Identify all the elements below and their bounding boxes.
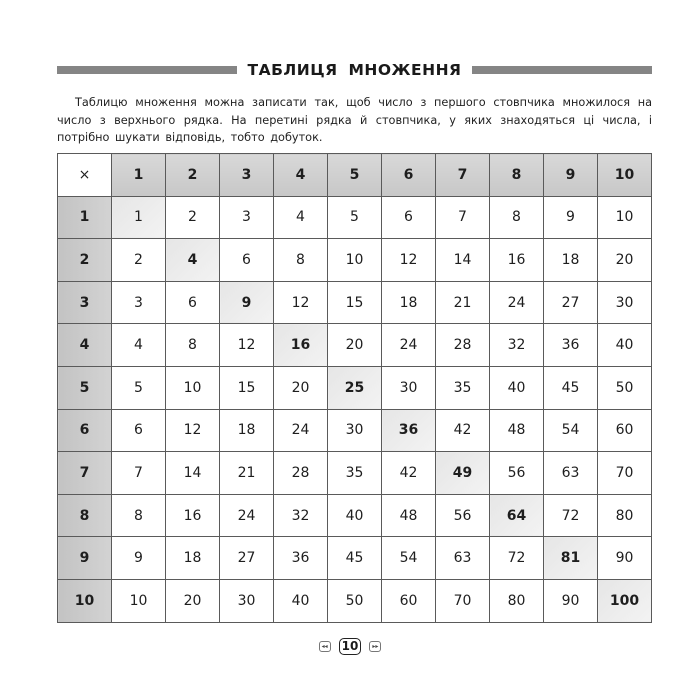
product-cell: 18	[382, 281, 436, 324]
row-header: 8	[58, 494, 112, 537]
product-cell: 40	[274, 579, 328, 622]
square-cell: 9	[220, 281, 274, 324]
product-cell: 18	[166, 537, 220, 580]
table-row	[58, 196, 652, 239]
column-header: 5	[328, 154, 382, 197]
product-cell: 5	[112, 366, 166, 409]
row-header: 6	[58, 409, 112, 452]
column-header: 6	[382, 154, 436, 197]
product-cell: 42	[436, 409, 490, 452]
product-cell: 48	[490, 409, 544, 452]
product-cell: 24	[220, 494, 274, 537]
product-cell: 6	[112, 409, 166, 452]
column-header: 3	[220, 154, 274, 197]
column-header: 7	[436, 154, 490, 197]
product-cell: 24	[490, 281, 544, 324]
product-cell: 30	[382, 366, 436, 409]
product-cell: 20	[598, 239, 652, 282]
product-cell: 12	[382, 239, 436, 282]
multiply-sign-icon: ×	[58, 154, 112, 197]
row-header: 9	[58, 537, 112, 580]
product-cell: 3	[112, 281, 166, 324]
table-row	[58, 239, 652, 282]
product-cell: 4	[112, 324, 166, 367]
product-cell: 20	[328, 324, 382, 367]
product-cell: 90	[544, 579, 598, 622]
column-header: 2	[166, 154, 220, 197]
next-page-icon: ▸▸	[369, 641, 381, 652]
product-cell: 70	[436, 579, 490, 622]
column-header: 9	[544, 154, 598, 197]
product-cell: 8	[490, 196, 544, 239]
product-cell: 30	[598, 281, 652, 324]
product-cell: 40	[490, 366, 544, 409]
product-cell: 80	[490, 579, 544, 622]
table-row	[58, 452, 652, 495]
page-footer	[0, 638, 700, 655]
square-cell: 100	[598, 579, 652, 622]
product-cell: 9	[544, 196, 598, 239]
prev-page-icon: ◂◂	[319, 641, 331, 652]
product-cell: 24	[382, 324, 436, 367]
product-cell: 10	[166, 366, 220, 409]
row-header: 5	[58, 366, 112, 409]
product-cell: 60	[382, 579, 436, 622]
product-cell: 7	[112, 452, 166, 495]
product-cell: 15	[328, 281, 382, 324]
table-row	[58, 324, 652, 367]
product-cell: 16	[166, 494, 220, 537]
column-header: 4	[274, 154, 328, 197]
product-cell: 12	[220, 324, 274, 367]
square-cell: 64	[490, 494, 544, 537]
table-row	[58, 494, 652, 537]
row-header: 1	[58, 196, 112, 239]
product-cell: 14	[166, 452, 220, 495]
product-cell: 42	[382, 452, 436, 495]
product-cell: 10	[112, 579, 166, 622]
product-cell: 3	[220, 196, 274, 239]
title-bar-right	[472, 66, 652, 74]
product-cell: 45	[544, 366, 598, 409]
product-cell: 72	[544, 494, 598, 537]
row-header: 10	[58, 579, 112, 622]
row-header: 2	[58, 239, 112, 282]
column-header: 8	[490, 154, 544, 197]
product-cell: 30	[328, 409, 382, 452]
product-cell: 24	[274, 409, 328, 452]
table-row	[58, 366, 652, 409]
product-cell: 6	[166, 281, 220, 324]
product-cell: 40	[598, 324, 652, 367]
product-cell: 8	[166, 324, 220, 367]
product-cell: 32	[274, 494, 328, 537]
page-title: ТАБЛИЦЯ МНОЖЕННЯ	[247, 61, 462, 79]
product-cell: 36	[274, 537, 328, 580]
product-cell: 48	[382, 494, 436, 537]
table-row	[58, 579, 652, 622]
square-cell: 36	[382, 409, 436, 452]
product-cell: 12	[274, 281, 328, 324]
intro-text: Таблицю множення можна записати так, щоб число з першого стовпчика множилося на число з верхнього рядка. На перетині рядка й стовпчика, у яких знаходяться ці числа, і потрібно шукати відповідь, тобто добуток.	[57, 96, 652, 144]
product-cell: 8	[112, 494, 166, 537]
product-cell: 6	[220, 239, 274, 282]
product-cell: 72	[490, 537, 544, 580]
product-cell: 54	[382, 537, 436, 580]
product-cell: 4	[274, 196, 328, 239]
product-cell: 28	[436, 324, 490, 367]
product-cell: 16	[490, 239, 544, 282]
product-cell: 90	[598, 537, 652, 580]
product-cell: 27	[544, 281, 598, 324]
product-cell: 50	[328, 579, 382, 622]
product-cell: 30	[220, 579, 274, 622]
square-cell: 25	[328, 366, 382, 409]
product-cell: 32	[490, 324, 544, 367]
intro-paragraph	[57, 94, 652, 147]
row-header: 3	[58, 281, 112, 324]
product-cell: 12	[166, 409, 220, 452]
product-cell: 36	[544, 324, 598, 367]
product-cell: 80	[598, 494, 652, 537]
product-cell: 56	[436, 494, 490, 537]
product-cell: 63	[436, 537, 490, 580]
product-cell: 27	[220, 537, 274, 580]
product-cell: 54	[544, 409, 598, 452]
page-number: 10	[339, 638, 362, 655]
product-cell: 63	[544, 452, 598, 495]
product-cell: 18	[544, 239, 598, 282]
header-row	[58, 154, 652, 197]
square-cell: 1	[112, 196, 166, 239]
product-cell: 40	[328, 494, 382, 537]
product-cell: 60	[598, 409, 652, 452]
product-cell: 35	[436, 366, 490, 409]
product-cell: 8	[274, 239, 328, 282]
product-cell: 28	[274, 452, 328, 495]
product-cell: 21	[436, 281, 490, 324]
product-cell: 9	[112, 537, 166, 580]
product-cell: 2	[166, 196, 220, 239]
product-cell: 10	[328, 239, 382, 282]
product-cell: 21	[220, 452, 274, 495]
product-cell: 20	[274, 366, 328, 409]
product-cell: 6	[382, 196, 436, 239]
column-header: 1	[112, 154, 166, 197]
product-cell: 5	[328, 196, 382, 239]
product-cell: 70	[598, 452, 652, 495]
product-cell: 45	[328, 537, 382, 580]
product-cell: 15	[220, 366, 274, 409]
row-header: 7	[58, 452, 112, 495]
square-cell: 16	[274, 324, 328, 367]
square-cell: 4	[166, 239, 220, 282]
table-row	[58, 281, 652, 324]
product-cell: 35	[328, 452, 382, 495]
table-row	[58, 409, 652, 452]
column-header: 10	[598, 154, 652, 197]
row-header: 4	[58, 324, 112, 367]
product-cell: 50	[598, 366, 652, 409]
product-cell: 2	[112, 239, 166, 282]
square-cell: 49	[436, 452, 490, 495]
product-cell: 20	[166, 579, 220, 622]
multiplication-table	[57, 153, 652, 623]
table-row	[58, 537, 652, 580]
title-bar-left	[57, 66, 237, 74]
product-cell: 14	[436, 239, 490, 282]
title-row	[57, 58, 652, 82]
product-cell: 18	[220, 409, 274, 452]
square-cell: 81	[544, 537, 598, 580]
product-cell: 7	[436, 196, 490, 239]
product-cell: 56	[490, 452, 544, 495]
product-cell: 10	[598, 196, 652, 239]
